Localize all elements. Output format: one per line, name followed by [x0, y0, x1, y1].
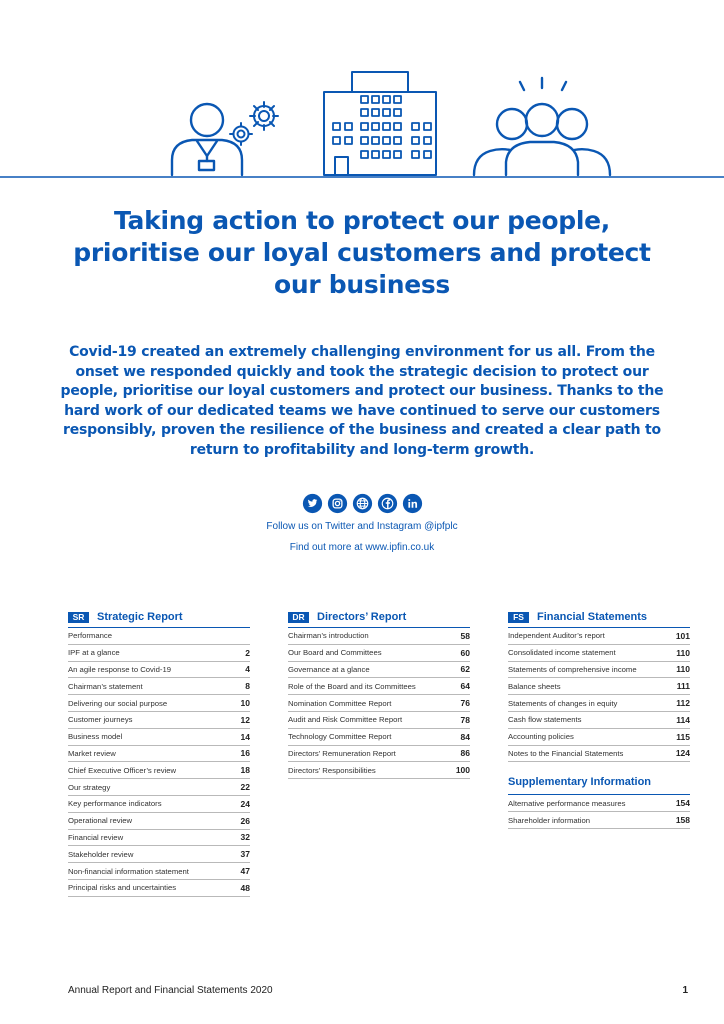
toc-item[interactable]: [508, 645, 690, 662]
toc-item-label: Consolidated income statement: [508, 648, 616, 658]
toc-item[interactable]: [68, 645, 250, 662]
toc-item[interactable]: [508, 628, 690, 645]
toc-item-label: Business model: [68, 732, 123, 742]
toc-item-label: Cash flow statements: [508, 715, 582, 725]
toc-item-label: Statements of changes in equity: [508, 698, 618, 708]
toc-item-label: Directors’ Responsibilities: [288, 765, 376, 775]
toc-item-label: Customer journeys: [68, 715, 133, 725]
toc-item-page: 60: [460, 647, 470, 658]
financial-statements-column: [508, 609, 690, 829]
toc-item-label: Market review: [68, 748, 116, 758]
toc-item-page: 14: [240, 731, 250, 742]
section-title: Directors’ Report: [317, 611, 407, 623]
toc-item-label: Balance sheets: [508, 681, 561, 691]
toc-item-page: 2: [245, 647, 250, 658]
toc-item-page: 124: [675, 748, 690, 759]
supplementary-information-title: Supplementary Information: [508, 776, 690, 795]
toc-item-label: Financial review: [68, 832, 124, 842]
toc-item-page: 4: [245, 664, 250, 675]
strategic-report-column: [68, 609, 250, 897]
toc-item-page: 10: [240, 698, 250, 709]
strategic-report-list: [68, 628, 250, 897]
toc-item[interactable]: [68, 846, 250, 863]
toc-item[interactable]: [68, 678, 250, 695]
toc-item-label: Chief Executive Officer’s review: [68, 765, 177, 775]
toc-item[interactable]: [288, 746, 470, 763]
toc-item[interactable]: [68, 880, 250, 897]
directors-report-list: [288, 628, 470, 779]
toc-item[interactable]: [288, 645, 470, 662]
toc-item[interactable]: [508, 678, 690, 695]
toc-item-label: Directors’ Remuneration Report: [288, 748, 396, 758]
toc-item[interactable]: [508, 662, 690, 679]
toc-item-label: Performance: [68, 631, 113, 641]
toc-item-label: Shareholder information: [508, 815, 591, 825]
toc-item-label: Chairman’s introduction: [288, 631, 369, 641]
toc-item-label: Stakeholder review: [68, 849, 134, 859]
toc-item-page: 76: [460, 698, 470, 709]
section-title: Financial Statements: [537, 611, 648, 623]
toc-item-page: 158: [675, 815, 690, 826]
toc-item[interactable]: [288, 762, 470, 779]
financial-statements-header: [508, 609, 690, 628]
directors-report-header: [288, 609, 470, 628]
toc-item-page: 115: [676, 731, 690, 742]
person-lanyard-icon: [172, 104, 242, 175]
toc-item-label: IPF at a glance: [68, 648, 120, 658]
toc-item-page: 114: [676, 714, 690, 725]
intro-paragraph: Covid-19 created an extremely challenging environment for us all. From the onset we responded quickly and took the strategic decision to protect our people, prioritise our loyal customers and protect our business. Thanks to the hard work of our dedicated teams we have continued to serve our customers responsibly, proven the resilience of the business and created a clear path to return to profitability and long-term growth.: [60, 344, 664, 458]
toc-item-page: 111: [676, 681, 690, 692]
toc-item[interactable]: [288, 628, 470, 645]
footer-page-number: 1: [682, 985, 688, 996]
toc-item-page: 22: [240, 782, 250, 793]
toc-item[interactable]: [68, 813, 250, 830]
page-headline: Taking action to protect our people, prioritise our loyal customers and protect our business: [73, 206, 651, 299]
toc-item-label: Our strategy: [68, 782, 111, 792]
toc-item[interactable]: [508, 695, 690, 712]
toc-item[interactable]: [68, 796, 250, 813]
linkedin-icon[interactable]: [402, 493, 423, 514]
toc-item[interactable]: [508, 712, 690, 729]
facebook-icon[interactable]: [377, 493, 398, 514]
toc-item-page: 154: [675, 798, 690, 809]
toc-item-page: 26: [240, 815, 250, 826]
toc-item[interactable]: [508, 729, 690, 746]
toc-item-page: 101: [675, 630, 690, 641]
toc-item[interactable]: [68, 712, 250, 729]
toc-item-label: Technology Committee Report: [288, 732, 392, 742]
toc-item[interactable]: [288, 695, 470, 712]
toc-item-label: Audit and Risk Committee Report: [288, 715, 403, 725]
toc-item-page: 37: [240, 849, 250, 860]
toc-item-page: 8: [245, 681, 250, 692]
toc-item-label: An agile response to Covid-19: [68, 664, 171, 674]
toc-item[interactable]: [68, 662, 250, 679]
toc-item-page: 62: [460, 664, 470, 675]
social-icons: [0, 493, 724, 514]
toc-item[interactable]: [68, 695, 250, 712]
toc-item-label: Operational review: [68, 816, 133, 826]
toc-item-page: 64: [460, 681, 470, 692]
toc-item[interactable]: [288, 712, 470, 729]
toc-item-page: 100: [455, 765, 470, 776]
toc-item-page: 12: [240, 714, 250, 725]
follow-us-text[interactable]: Follow us on Twitter and Instagram @ipfplc: [266, 521, 458, 532]
toc-item[interactable]: [288, 729, 470, 746]
section-badge-fs: FS: [508, 612, 529, 623]
toc-item-page: 48: [240, 882, 250, 893]
toc-item-page: 16: [240, 748, 250, 759]
toc-item-label: Key performance indicators: [68, 799, 162, 809]
toc-item-page: 86: [460, 748, 470, 759]
toc-item[interactable]: [68, 830, 250, 847]
find-out-more-text[interactable]: Find out more at www.ipfin.co.uk: [289, 542, 435, 553]
footer-report-title: Annual Report and Financial Statements 2020: [68, 985, 273, 996]
toc-item-page: 18: [240, 765, 250, 776]
toc-item-label: Nomination Committee Report: [288, 698, 392, 708]
hero-illustration: [0, 60, 724, 180]
strategic-report-header: [68, 609, 250, 628]
section-title: Strategic Report: [97, 611, 183, 623]
toc-item-label: Statements of comprehensive income: [508, 664, 637, 674]
group-people-icon: [474, 78, 610, 175]
toc-item-label: Non-financial information statement: [68, 866, 189, 876]
toc-item-page: 110: [676, 647, 690, 658]
instagram-icon[interactable]: [327, 493, 348, 514]
toc-item[interactable]: [508, 812, 690, 829]
toc-item[interactable]: [288, 678, 470, 695]
toc-item[interactable]: [288, 662, 470, 679]
toc-item[interactable]: [68, 863, 250, 880]
toc-item-page: 112: [676, 698, 690, 709]
twitter-icon[interactable]: [302, 493, 323, 514]
toc-item-label: Role of the Board and its Committees: [288, 681, 416, 691]
toc-item-label: Alternative performance measures: [508, 798, 626, 808]
toc-item-label: Chairman’s statement: [68, 681, 143, 691]
toc-item-page: 24: [240, 798, 250, 809]
toc-item[interactable]: [68, 746, 250, 763]
toc-item-label: Governance at a glance: [288, 664, 370, 674]
toc-item[interactable]: [68, 729, 250, 746]
office-building-icon: [324, 72, 436, 175]
toc-item-page: 32: [240, 832, 250, 843]
toc-item-label: Notes to the Financial Statements: [508, 748, 624, 758]
globe-icon[interactable]: [352, 493, 373, 514]
toc-item-label: Delivering our social purpose: [68, 698, 168, 708]
toc-item-page: 78: [460, 714, 470, 725]
toc-item-label: Principal risks and uncertainties: [68, 883, 177, 893]
toc-item[interactable]: [68, 762, 250, 779]
toc-item-label: Accounting policies: [508, 732, 574, 742]
toc-item[interactable]: [508, 746, 690, 763]
gears-icon: [230, 102, 278, 145]
toc-item-page: 84: [460, 731, 470, 742]
supplementary-information-list: [508, 795, 690, 829]
section-badge-sr: SR: [68, 612, 89, 623]
toc-item-label: Our Board and Committees: [288, 648, 382, 658]
toc-item[interactable]: [68, 628, 250, 645]
section-badge-dr: DR: [288, 612, 309, 623]
toc-item[interactable]: [508, 795, 690, 812]
toc-item-page: 47: [240, 866, 250, 877]
directors-report-column: [288, 609, 470, 779]
toc-item-label: Independent Auditor’s report: [508, 631, 605, 641]
toc-item[interactable]: [68, 779, 250, 796]
financial-statements-list: [508, 628, 690, 762]
toc-item-page: 110: [676, 664, 690, 675]
toc-item-page: 58: [460, 630, 470, 641]
